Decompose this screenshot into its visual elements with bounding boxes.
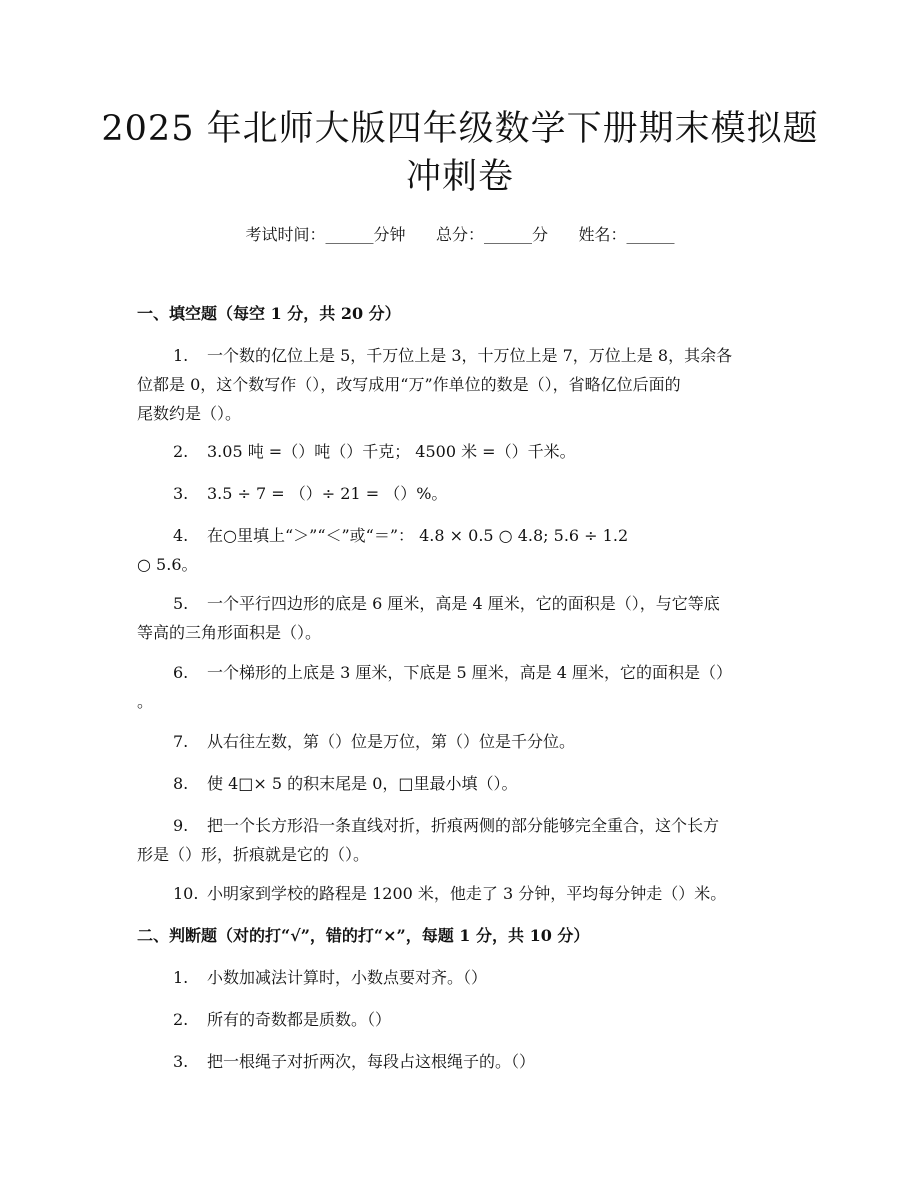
question-item: [137, 437, 787, 466]
question-text: 使 4□× 5 的积末尾是 0，□里最小填（）。: [207, 774, 518, 793]
page-title-line2: 冲刺卷: [405, 157, 514, 197]
question-number: 2.: [173, 442, 189, 461]
question-number: 5.: [173, 594, 189, 613]
question-number: 8.: [173, 774, 189, 793]
question-number: 7.: [173, 732, 189, 751]
question-item: [137, 963, 787, 992]
question-item: [137, 811, 787, 869]
page-title: 2025 年北师大版四年级数学下册期末模拟题: [101, 109, 819, 149]
question-text: 一个梯形的上底是 3 厘米，下底是 5 厘米，高是 4 厘米，它的面积是（）: [207, 663, 733, 682]
question-text: 形是（）形，折痕就是它的（）。: [137, 845, 370, 864]
question-text: 所有的奇数都是质数。（）: [207, 1010, 392, 1029]
question-number: 9.: [173, 816, 189, 835]
question-item: [137, 879, 787, 908]
question-number: 4.: [173, 526, 189, 545]
question-item: [137, 769, 787, 798]
question-text: ○ 5.6。: [137, 555, 198, 574]
question-text: 3.05 吨 =（）吨（）千克； 4500 米 =（）千米。: [207, 442, 576, 461]
question-text: 小明家到学校的路程是 1200 米，他走了 3 分钟，平均每分钟走（）米。: [207, 884, 727, 903]
question-text: 3.5 ÷ 7 = （）÷ 21 = （）%。: [207, 484, 448, 503]
question-item: [137, 521, 787, 579]
question-number: 1.: [173, 346, 189, 365]
question-text: 尾数约是（）。: [137, 404, 242, 423]
question-item: [137, 727, 787, 756]
question-item: [137, 479, 787, 508]
question-text: 小数加减法计算时，小数点要对齐。（）: [207, 968, 488, 987]
question-item: [137, 1047, 787, 1076]
question-text: 在○里填上“＞”“＜”或“＝”： 4.8 × 0.5 ○ 4.8; 5.6 ÷ 1.2: [207, 526, 629, 545]
question-number: 3.: [173, 484, 189, 503]
section-heading-fill-blank: 一、填空题（每空 1 分，共 20 分）: [137, 304, 401, 323]
question-number: 6.: [173, 663, 189, 682]
question-text: 把一根绳子对折两次，每段占这根绳子的。（）: [207, 1052, 536, 1071]
question-item: [137, 589, 787, 647]
question-text: 等高的三角形面积是（）。: [137, 623, 322, 642]
question-number: 10.: [173, 884, 199, 903]
question-number: 2.: [173, 1010, 189, 1029]
question-number: 3.: [173, 1052, 189, 1071]
question-number: 1.: [173, 968, 189, 987]
question-text: 把一个长方形沿一条直线对折，折痕两侧的部分能够完全重合，这个长方: [207, 816, 720, 835]
question-text: 。: [137, 692, 154, 711]
question-item: [137, 658, 787, 716]
question-text: 从右往左数，第（）位是万位，第（）位是千分位。: [207, 732, 576, 751]
question-item: [137, 341, 787, 428]
question-text: 一个平行四边形的底是 6 厘米，高是 4 厘米，它的面积是（），与它等底: [207, 594, 720, 613]
exam-info-line: 考试时间：______分钟 总分：______分 姓名：______: [245, 225, 675, 244]
question-text: 一个数的亿位上是 5，千万位上是 3，十万位上是 7，万位上是 8，其余各: [207, 346, 733, 365]
question-item: [137, 1005, 787, 1034]
question-text: 位都是 0，这个数写作（），改写成用“万”作单位的数是（），省略亿位后面的: [137, 375, 681, 394]
section-heading-true-false: 二、判断题（对的打“√”，错的打“×”，每题 1 分，共 10 分）: [137, 926, 590, 945]
